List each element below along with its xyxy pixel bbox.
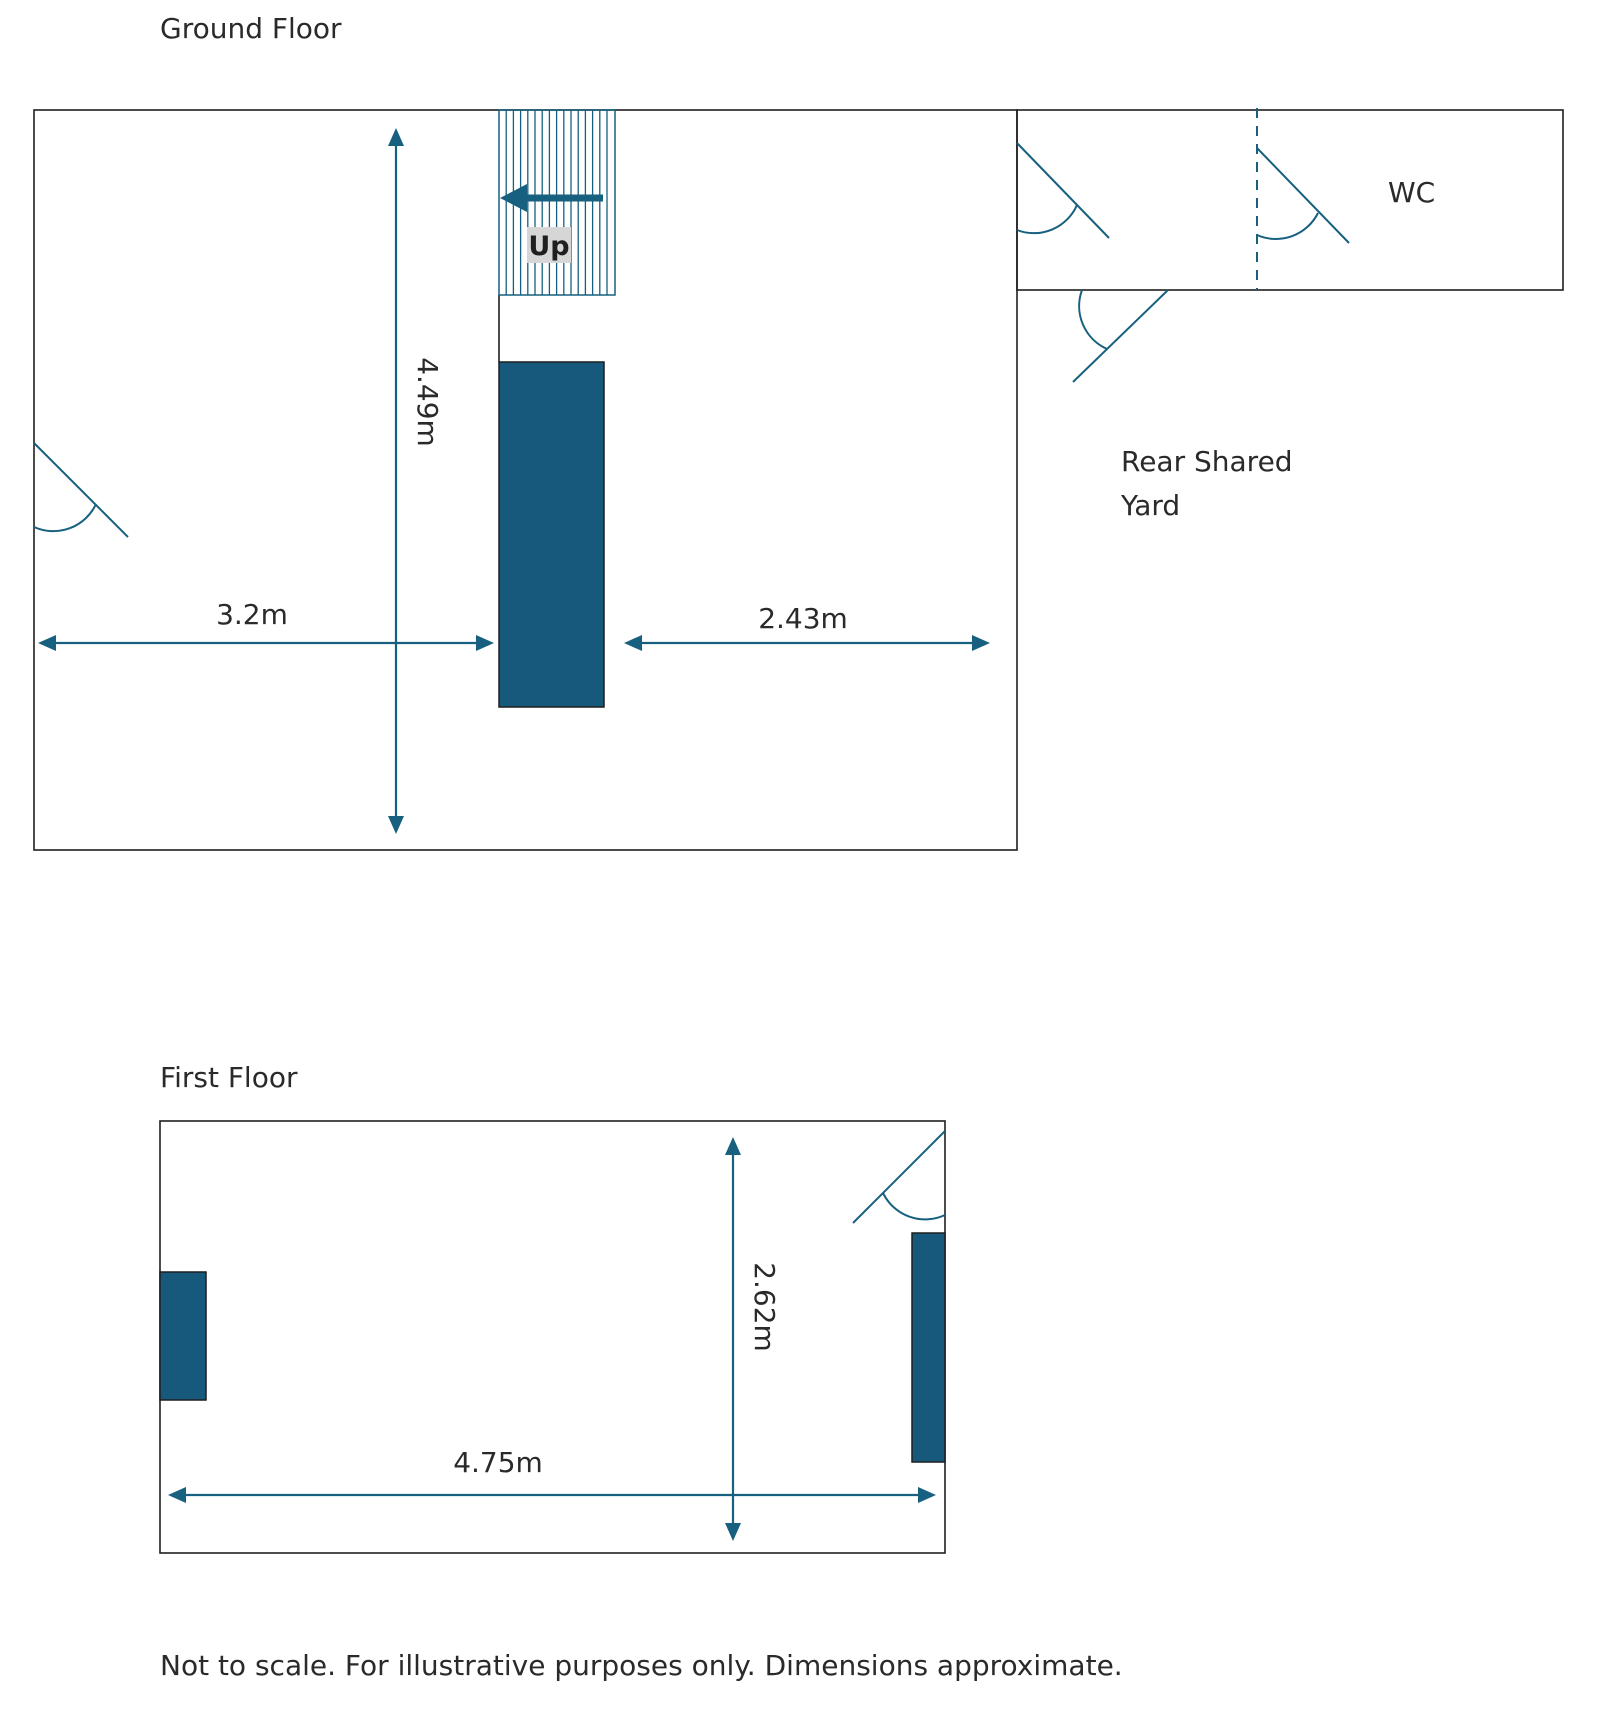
first-floor-chimney-left: [160, 1272, 206, 1400]
dimension-arrow-icon: [725, 1523, 741, 1541]
first-floor-chimney-right: [912, 1233, 945, 1462]
door-left-icon: [34, 443, 128, 537]
outbuilding-outline: [1017, 110, 1563, 290]
ground-floor-depth-label: 4.49m: [411, 357, 444, 447]
dimension-arrow-icon: [918, 1487, 936, 1503]
door-rear-icon: [1017, 143, 1109, 238]
door-wc-icon: [1257, 148, 1349, 243]
first-floor-depth-dimension: [725, 1137, 781, 1541]
dimension-arrow-icon: [725, 1137, 741, 1155]
yard-label-line1: Rear Shared: [1121, 445, 1293, 478]
yard-label-line2: Yard: [1121, 489, 1181, 522]
ground-floor-title: Ground Floor: [160, 12, 342, 45]
dimension-arrow-icon: [476, 635, 494, 651]
first-floor-door-icon: [853, 1131, 945, 1223]
first-floor-width-label: 4.75m: [453, 1446, 543, 1479]
ground-floor-plan: [34, 108, 1563, 850]
ground-floor-width-right-dimension: [624, 602, 990, 651]
disclaimer-text: Not to scale. For illustrative purposes only. Dimensions approximate.: [160, 1649, 1123, 1682]
stair-up-label: Up: [528, 231, 570, 262]
first-floor-title: First Floor: [160, 1061, 298, 1094]
ground-floor-width-left-dimension: [38, 598, 494, 651]
ground-floor-chimney-breast: [499, 362, 604, 707]
first-floor-depth-label: 2.62m: [748, 1262, 781, 1352]
first-floor-plan: [160, 1121, 945, 1553]
first-floor-room-outline: [160, 1121, 945, 1553]
dimension-arrow-icon: [168, 1487, 186, 1503]
ground-floor-width-left-label: 3.2m: [216, 598, 288, 631]
dimension-arrow-icon: [972, 635, 990, 651]
door-yard-icon: [1073, 290, 1168, 382]
dimension-arrow-icon: [388, 816, 404, 834]
first-floor-width-dimension: [168, 1446, 936, 1503]
staircase: [499, 110, 615, 295]
wc-label: WC: [1388, 176, 1436, 209]
dimension-arrow-icon: [388, 128, 404, 146]
ground-floor-depth-dimension: [388, 128, 444, 834]
ground-floor-width-right-label: 2.43m: [758, 602, 848, 635]
dimension-arrow-icon: [38, 635, 56, 651]
dimension-arrow-icon: [624, 635, 642, 651]
